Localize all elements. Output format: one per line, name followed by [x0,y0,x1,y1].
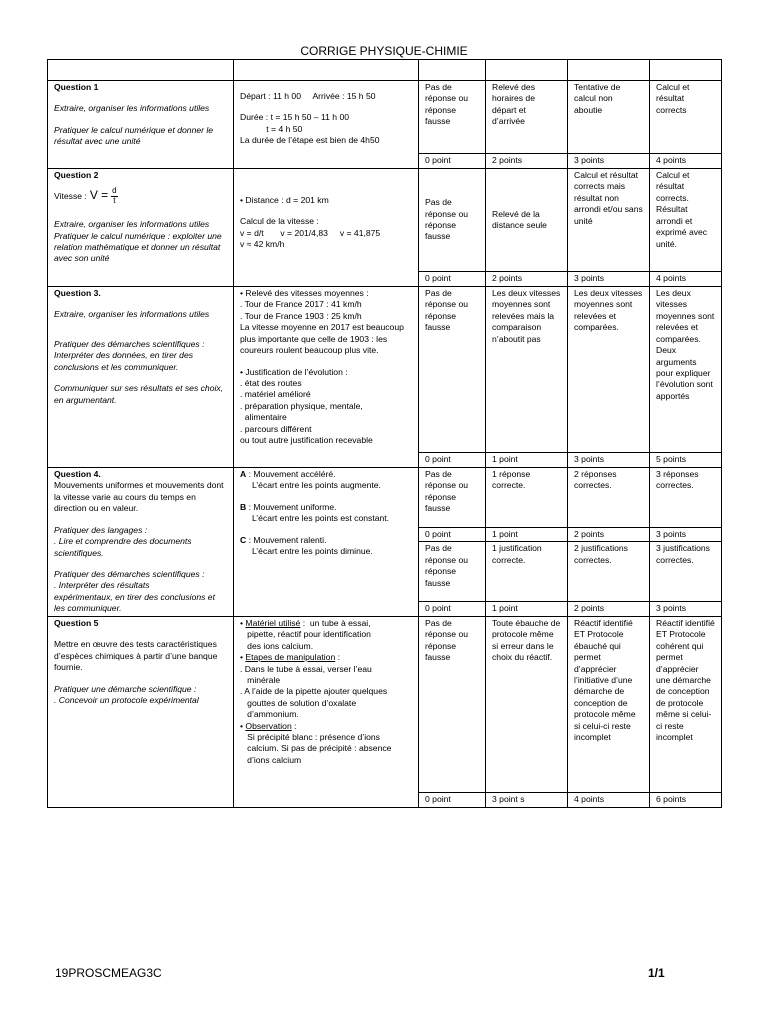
q2-criterion: Pas de réponse ou réponse fausse [419,169,486,272]
q4-competence: Pratiquer des langages : [54,524,148,535]
q4-answer-text: : Mouvement accéléré. [246,469,336,479]
q1-answer-line: Durée : t = 15 h 50 – 11 h 00 [240,112,350,123]
q1-points: 2 points [486,154,568,169]
q3-justif-line: . matériel amélioré [240,389,311,400]
q4-intro: Mouvements uniformes et mouvements dont la vitesse varie au cours du temps en direction ou en valeur. [54,480,226,514]
q2-points: 4 points [650,272,722,287]
q5-etapes-label: Etapes de manipulation [245,652,336,663]
q5-etape-line: minérale [240,674,281,685]
q4-points: 2 points [568,602,650,616]
q2-answer-line: v = d/t v = 201/4,83 v = 41,875 [240,227,381,238]
q4-row [48,468,722,528]
page-title: CORRIGE PHYSIQUE-CHIMIE [300,44,468,58]
q1-competences [48,81,234,169]
q5-obs-text: : [291,720,297,731]
q3-criterion: Les deux vitesses moyennes sont relevées et comparées. [568,287,650,453]
q2-title: Question 2 [54,170,99,180]
q5-materiel-text: : un tube à essai, [300,617,371,628]
q4-criterion: 2 justifications correctes. [568,542,650,602]
q5-obs-line: d’ions calcium [240,754,302,765]
q4-criterion: 3 réponses correctes. [650,468,722,528]
q5-materiel-line: des ions calcium. [240,640,314,651]
q1-criterion: Relevé des horaires de départ et d’arrivée [486,81,568,154]
q1-points: 4 points [650,154,722,169]
q5-etape-line: . A l’aide de la pipette ajouter quelques [240,686,388,697]
q4-answer-text: : Mouvement ralenti. [246,534,327,545]
header-cell [234,60,419,81]
q2-criterion: Calcul et résultat corrects. Résultat arrondi et exprimé avec unité. [650,169,722,272]
q4-competence: expérimentaux, en tirer des conclusions et les communiquer. [54,591,215,614]
header-row [48,60,722,81]
q3-justif-line: • Justification de l’évolution : [240,366,348,377]
q4-criterion: Pas de réponse ou réponse fausse [419,542,486,602]
q4-competence: . Lire et comprendre des documents [54,536,192,547]
q2-criterion: Relevé de la distance seule [486,169,568,272]
q4-answer-letter: B [240,501,247,512]
q5-obs-line: Si précipité blanc : présence d’ions [240,732,380,743]
q3-answer [234,287,419,468]
q3-justif-line: . préparation physique, mentale, [240,400,363,411]
q1-title: Question 1 [54,82,99,92]
q2-points: 3 points [568,272,650,287]
q2-formula [54,187,227,205]
q5-points: 3 point s [486,792,568,807]
q1-row [48,81,722,154]
q5-row [48,616,722,792]
q5-intro: Mettre en œuvre des tests caractéristiques d’espèces chimiques à partir d’une banque fournie. [54,639,220,673]
q4-competence: . Interpréter des résultats [54,580,150,591]
q3-answer-line: . Tour de France 1903 : 25 km/h [240,310,362,321]
q5-materiel-label: Matériel utilisé [245,617,301,628]
q1-points: 0 point [419,154,486,169]
q2-answer-line: v ≈ 42 km/h [240,239,285,250]
q2-competences [48,169,234,287]
q4-answer-letter: A [240,469,247,479]
q5-points: 6 points [650,792,722,807]
q2-points: 0 point [419,272,486,287]
q2-formula-den: t [113,195,116,205]
q4-points: 2 points [568,528,650,542]
q1-answer-line: La durée de l’étape est bien de 4h50 [240,135,380,146]
q2-criterion: Calcul et résultat corrects mais résultat non arrondi et/ou sans unité [568,169,650,272]
q3-justif-line: . état des routes [240,377,302,388]
q4-criterion: 1 justification correcte. [486,542,568,602]
grading-table [47,59,722,808]
q4-points: 1 point [486,528,568,542]
q4-criterion: Pas de réponse ou réponse fausse [419,468,486,528]
q3-competence: Communiquer sur ses résultats et ses choix, en argumentant. [54,383,224,405]
q2-formula-fraction [111,187,117,205]
q3-points: 3 points [568,453,650,468]
q4-competence: Pratiquer des démarches scientifiques : [54,568,205,579]
q5-title: Question 5 [54,617,99,628]
q3-competences [48,287,234,468]
q4-answer-line [240,502,412,513]
q5-etape-line: d’ammonium. [240,709,299,720]
q1-answer [234,81,419,169]
footer-page-number: 1/1 [648,966,665,980]
q5-etape-line: . Dans le tube à essai, verser l’eau [240,663,372,674]
q5-points: 4 points [568,792,650,807]
q2-competence: Pratiquer le calcul numérique : exploiter une relation mathématique et donner un résultat avec son unité [54,230,222,264]
q3-points: 1 point [486,453,568,468]
q1-competence: Extraire, organiser les informations utiles [54,103,210,114]
q4-answer-detail: L’écart entre les points est constant. [240,513,390,524]
q3-answer-line: La vitesse moyenne en 2017 est beaucoup plus importante que celle de 1903 : les coureurs roulent beaucoup plus vite. [240,322,407,356]
q3-points: 0 point [419,453,486,468]
q2-formula-v: V = [89,188,109,203]
q4-points: 3 points [650,528,722,542]
header-cell [568,60,650,81]
q4-answer-text: : Mouvement uniforme. [246,501,337,512]
header-cell [650,60,722,81]
q5-competence: Pratiquer une démarche scientifique : [54,683,197,694]
header-cell [486,60,568,81]
q3-justif-line: . parcours différent [240,423,312,434]
q4-answer [234,468,419,617]
q5-competence: . Concevoir un protocole expérimental [54,694,199,705]
q4-points: 0 point [419,602,486,616]
q3-answer-line: • Relevé des vitesses moyennes : [240,288,369,298]
q5-competences [48,616,234,807]
q3-competence: Extraire, organiser les informations utiles [54,309,210,320]
q3-criterion: Les deux vitesses moyennes sont relevées et comparées. Deux arguments pour expliquer l’évolution sont apportés [650,287,722,453]
q4-answer-detail: L’écart entre les points augmente. [240,480,381,491]
q2-answer-line: Calcul de la vitesse : [240,216,319,227]
q5-answer [234,616,419,807]
q4-points: 3 points [650,602,722,616]
header-cell [48,60,234,81]
q1-criterion: Tentative de calcul non aboutie [568,81,650,154]
q2-formula-label: Vitesse : [54,190,87,201]
q4-competences [48,468,234,617]
q2-formula-num: d [112,186,117,196]
q5-observation: • Observation : [240,720,297,731]
q3-competence: Pratiquer des démarches scientifiques : Interpréter des données, en tirer des conclusions et les communiquer. [54,338,205,372]
q4-title: Question 4. [54,469,101,479]
q4-criterion: 1 réponse correcte. [486,468,568,528]
q4-answer-letter: C [240,534,247,545]
q5-criterion: Pas de réponse ou réponse fausse [419,616,486,792]
q5-materiel: • Matériel utilisé : un tube à essai, [240,617,371,628]
q1-criterion: Pas de réponse ou réponse fausse [419,81,486,154]
q5-etape-line: gouttes de solution d’oxalate [240,697,357,708]
q5-materiel-line: pipette, réactif pour identification [240,629,371,640]
q5-etapes: • Etapes de manipulation : [240,652,341,663]
q3-title: Question 3. [54,288,101,298]
q1-criterion: Calcul et résultat corrects [650,81,722,154]
q4-competence: scientifiques. [54,547,104,558]
q4-criterion: 3 justifications correctes. [650,542,722,602]
q5-criterion: Réactif identifié ET Protocole cohérent qui permet d’apprécier une démarche de conception de protocole même si celui-ci reste incomplet [650,616,722,792]
q4-answer-line [240,535,412,546]
q4-points: 1 point [486,602,568,616]
q5-obs-label: Observation [245,720,292,731]
q2-competence: Extraire, organiser les informations utiles [54,219,210,230]
q2-row [48,169,722,272]
footer-code: 19PROSCMEAG3C [55,966,162,980]
q2-answer-line: • Distance : d = 201 km [240,195,329,205]
q1-answer-line: Départ : 11 h 00 Arrivée : 15 h 50 [240,91,376,101]
q2-points: 2 points [486,272,568,287]
q1-competence: Pratiquer le calcul numérique et donner le résultat avec une unité [54,124,214,147]
q3-justif-line: alimentaire [240,412,287,423]
q3-answer-line: . Tour de France 2017 : 41 km/h [240,299,362,310]
q5-criterion: Toute ébauche de protocole même si erreur dans le choix du réactif. [486,616,568,792]
q3-points: 5 points [650,453,722,468]
q5-criterion: Réactif identifié ET Protocole ébauché qui permet d’apprécier l’initiative d’une démarche de conception de protocole même si celui-ci reste incomplet [568,616,650,792]
q4-answer-detail: L’écart entre les points diminue. [240,546,373,557]
q1-answer-line: t = 4 h 50 [240,123,303,134]
q3-criterion: Pas de réponse ou réponse fausse [419,287,486,453]
q4-criterion: 2 réponses correctes. [568,468,650,528]
header-cell [419,60,486,81]
q1-points: 3 points [568,154,650,169]
q5-obs-line: calcium. Si pas de précipité : absence [240,743,392,754]
q4-answer-line [240,469,412,480]
q4-points: 0 point [419,528,486,542]
q5-points: 0 point [419,792,486,807]
q2-answer [234,169,419,287]
q3-row [48,287,722,453]
q3-criterion: Les deux vitesses moyennes sont relevées mais la comparaison n’aboutit pas [486,287,568,453]
q3-justif-line: ou tout autre justification recevable [240,435,373,446]
